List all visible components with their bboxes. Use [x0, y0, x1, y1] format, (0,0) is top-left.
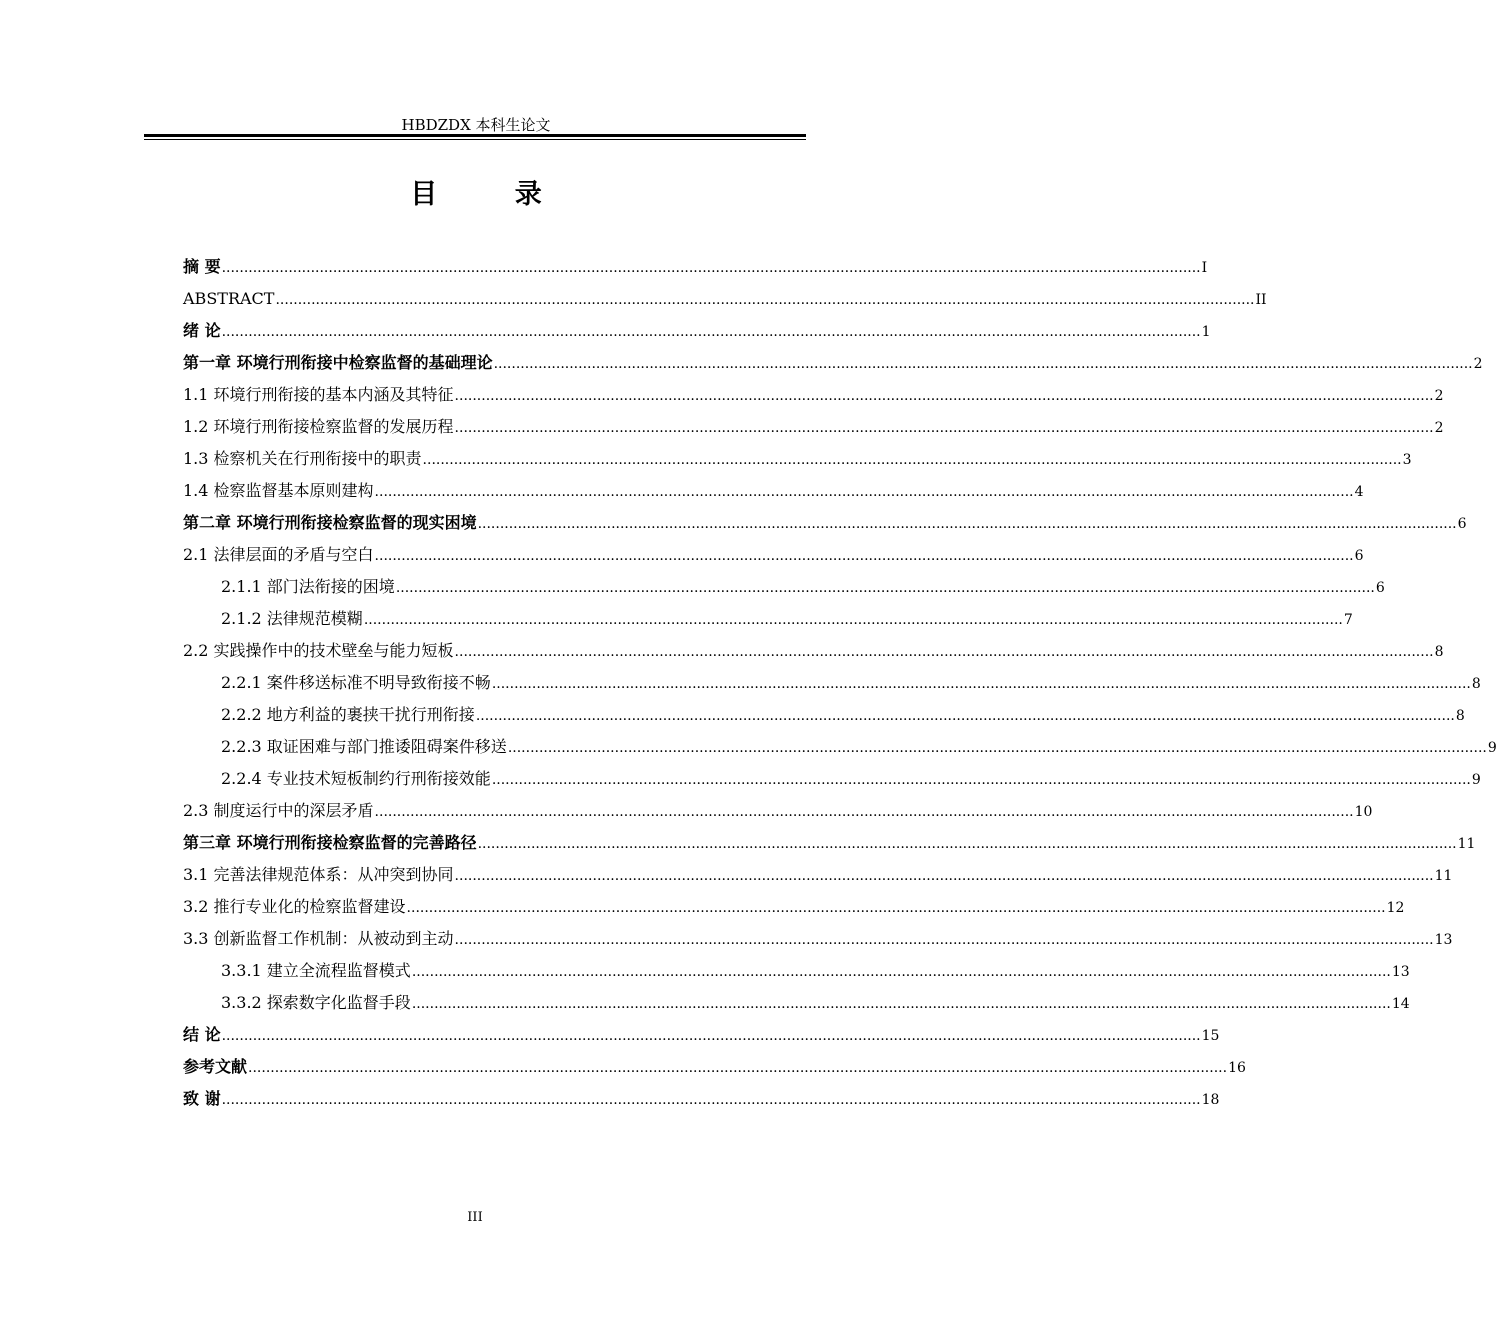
toc-entry-page: 15 [1201, 1028, 1220, 1044]
toc-dot-leader: ............................................................................................................................................................................................................................ [422, 452, 1402, 468]
toc-entry[interactable] [183, 443, 1412, 475]
toc-entry[interactable] [183, 955, 1410, 987]
toc-entry-label: 3.2 推行专业化的检察监督建设 [183, 897, 406, 916]
toc-entry-page: 11 [1434, 868, 1453, 884]
toc-dot-leader: ............................................................................................................................................................................................................................ [221, 260, 1201, 276]
toc-dot-leader: ............................................................................................................................................................................................................................ [374, 484, 1354, 500]
toc-entry-label: 第三章 环境行刑衔接检察监督的完善路径 [183, 833, 477, 852]
toc-entry-page: 9 [1487, 740, 1497, 756]
toc-entry[interactable] [183, 571, 1385, 603]
toc-entry-page: 6 [1375, 580, 1385, 596]
toc-entry-page: 4 [1354, 484, 1364, 500]
toc-entry-page: II [1255, 292, 1267, 308]
toc-entry[interactable] [183, 507, 1467, 539]
toc-entry[interactable] [183, 411, 1444, 443]
toc-dot-leader: ............................................................................................................................................................................................................................ [454, 420, 1434, 436]
toc-entry-label: 2.2.2 地方利益的裹挟干扰行刑衔接 [221, 705, 475, 724]
toc-dot-leader: ............................................................................................................................................................................................................................ [454, 388, 1434, 404]
toc-entry[interactable] [183, 987, 1410, 1019]
toc-entry-label: 摘 要 [183, 257, 221, 276]
toc-title: 目 录 [410, 179, 576, 210]
toc-entry-page: 7 [1343, 612, 1353, 628]
toc-entry-label: 致 谢 [183, 1089, 221, 1108]
page-number: III [467, 1210, 483, 1225]
toc-dot-leader: ............................................................................................................................................................................................................................ [363, 612, 1343, 628]
toc-entry[interactable] [183, 347, 1483, 379]
toc-dot-leader: ............................................................................................................................................................................................................................ [248, 1060, 1228, 1076]
toc-entry[interactable] [183, 603, 1353, 635]
toc-entry[interactable] [183, 795, 1373, 827]
toc-dot-leader: ............................................................................................................................................................................................................................ [454, 644, 1434, 660]
toc-dot-leader: ............................................................................................................................................................................................................................ [411, 996, 1391, 1012]
toc-entry[interactable] [183, 923, 1453, 955]
toc-entry[interactable] [183, 251, 1208, 283]
toc-entry[interactable] [183, 891, 1405, 923]
toc-entry-label: 1.1 环境行刑衔接的基本内涵及其特征 [183, 385, 454, 404]
toc-entry-label: 1.4 检察监督基本原则建构 [183, 481, 374, 500]
toc-entry[interactable] [183, 283, 1267, 315]
toc-dot-leader: ............................................................................................................................................................................................................................ [491, 676, 1471, 692]
toc-entry[interactable] [183, 699, 1465, 731]
toc-dot-leader: ............................................................................................................................................................................................................................ [475, 708, 1455, 724]
toc-entry-page: 8 [1434, 644, 1444, 660]
toc-entry[interactable] [183, 731, 1497, 763]
toc-entry-page: 8 [1471, 676, 1481, 692]
toc-entry-label: 参考文献 [183, 1057, 248, 1076]
toc-dot-leader: ............................................................................................................................................................................................................................ [221, 324, 1201, 340]
toc-entry-page: 16 [1228, 1060, 1246, 1076]
toc-entry-page: 13 [1391, 964, 1410, 980]
toc-entry-page: 2 [1434, 420, 1444, 436]
toc-entry[interactable] [183, 667, 1481, 699]
toc-entry-label: 2.3 制度运行中的深层矛盾 [183, 801, 374, 820]
toc-entry-page: 13 [1434, 932, 1453, 948]
toc-entry-label: ABSTRACT [183, 289, 275, 308]
toc-entry[interactable] [183, 763, 1481, 795]
toc-entry[interactable] [183, 1051, 1246, 1083]
toc-dot-leader: ............................................................................................................................................................................................................................ [493, 356, 1473, 372]
toc-entry-page: 6 [1457, 516, 1467, 532]
toc-entry[interactable] [183, 475, 1364, 507]
toc-entry-page: 14 [1391, 996, 1410, 1012]
toc-entry-label: 3.3.2 探索数字化监督手段 [221, 993, 411, 1012]
toc-entry-label: 2.2.1 案件移送标准不明导致衔接不畅 [221, 673, 491, 692]
toc-dot-leader: ............................................................................................................................................................................................................................ [507, 740, 1487, 756]
toc-dot-leader: ............................................................................................................................................................................................................................ [374, 548, 1354, 564]
toc-dot-leader: ............................................................................................................................................................................................................................ [374, 804, 1354, 820]
toc-entry-page: 2 [1434, 388, 1444, 404]
toc-entry[interactable] [183, 1019, 1220, 1051]
toc-entry-label: 绪 论 [183, 321, 221, 340]
toc-entry-label: 3.3.1 建立全流程监督模式 [221, 961, 411, 980]
toc-dot-leader: ............................................................................................................................................................................................................................ [221, 1092, 1201, 1108]
toc-entry-label: 2.2.4 专业技术短板制约行刑衔接效能 [221, 769, 491, 788]
toc-dot-leader: ............................................................................................................................................................................................................................ [477, 836, 1457, 852]
toc-dot-leader: ............................................................................................................................................................................................................................ [491, 772, 1471, 788]
toc-dot-leader: ............................................................................................................................................................................................................................ [454, 868, 1434, 884]
toc-entry-page: 9 [1471, 772, 1481, 788]
toc-entry-page: 11 [1457, 836, 1476, 852]
toc-entry-label: 结 论 [183, 1025, 221, 1044]
toc-entry-label: 2.2.3 取证困难与部门推诿阻碍案件移送 [221, 737, 507, 756]
toc-dot-leader: ............................................................................................................................................................................................................................ [406, 900, 1386, 916]
toc-entry-label: 2.1 法律层面的矛盾与空白 [183, 545, 374, 564]
toc-entry[interactable] [183, 539, 1364, 571]
toc-entry[interactable] [183, 315, 1211, 347]
toc-dot-leader: ............................................................................................................................................................................................................................ [395, 580, 1375, 596]
toc-entry-label: 第一章 环境行刑衔接中检察监督的基础理论 [183, 353, 493, 372]
toc-dot-leader: ............................................................................................................................................................................................................................ [411, 964, 1391, 980]
toc-entry[interactable] [183, 1083, 1220, 1115]
toc-entry-label: 2.2 实践操作中的技术壁垒与能力短板 [183, 641, 454, 660]
toc-entry[interactable] [183, 379, 1444, 411]
toc-dot-leader: ............................................................................................................................................................................................................................ [221, 1028, 1201, 1044]
toc-dot-leader: ............................................................................................................................................................................................................................ [477, 516, 1457, 532]
toc-entry-label: 3.3 创新监督工作机制：从被动到主动 [183, 929, 454, 948]
toc-entry-page: 3 [1402, 452, 1412, 468]
toc-entry-page: 1 [1201, 324, 1211, 340]
toc-entry[interactable] [183, 827, 1476, 859]
toc-entry-page: 18 [1201, 1092, 1220, 1108]
toc-entry[interactable] [183, 859, 1453, 891]
running-header: HBDZDX 本科生论文 [401, 116, 551, 134]
toc-entry-label: 3.1 完善法律规范体系：从冲突到协同 [183, 865, 454, 884]
header-rule-thin [144, 139, 806, 140]
toc-entry-page: I [1201, 260, 1208, 276]
header-rule-thick [144, 134, 806, 137]
toc-entry-page: 2 [1473, 356, 1483, 372]
toc-entry-label: 1.3 检察机关在行刑衔接中的职责 [183, 449, 422, 468]
toc-entry-page: 6 [1354, 548, 1364, 564]
toc-entry-label: 1.2 环境行刑衔接检察监督的发展历程 [183, 417, 454, 436]
toc-entry-page: 12 [1386, 900, 1405, 916]
toc-entry[interactable] [183, 635, 1444, 667]
toc-entry-label: 2.1.2 法律规范模糊 [221, 609, 363, 628]
table-of-contents [183, 251, 1497, 1115]
toc-entry-label: 第二章 环境行刑衔接检察监督的现实困境 [183, 513, 477, 532]
toc-dot-leader: ............................................................................................................................................................................................................................ [275, 292, 1255, 308]
toc-entry-page: 8 [1455, 708, 1465, 724]
toc-dot-leader: ............................................................................................................................................................................................................................ [454, 932, 1434, 948]
toc-entry-page: 10 [1354, 804, 1373, 820]
toc-entry-label: 2.1.1 部门法衔接的困境 [221, 577, 395, 596]
